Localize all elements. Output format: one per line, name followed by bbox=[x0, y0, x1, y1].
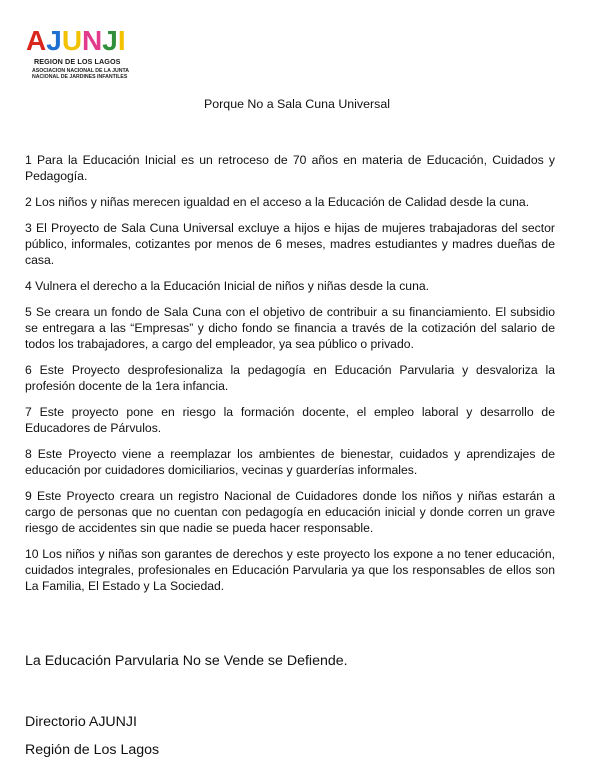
logo-wordmark bbox=[26, 27, 148, 55]
logo-letter: I bbox=[117, 25, 126, 56]
closing-slogan: La Educación Parvularia No se Vende se Defiende. bbox=[25, 653, 348, 669]
signature-line-1: Directorio AJUNJI bbox=[25, 714, 137, 730]
logo-letter: J bbox=[102, 25, 118, 56]
reason-item: 3 El Proyecto de Sala Cuna Universal excluye a hijos e hijas de mujeres trabajadoras del sector público, informales, cotizantes por menos de 6 meses, madres estudiantes y madres dueñas de casa. bbox=[25, 221, 555, 267]
logo-letter: A bbox=[26, 25, 47, 56]
reason-item: 10 Los niños y niñas son garantes de derechos y este proyecto los expone a no tener educación, cuidados integrales, profesionales en Educación Parvularia ya que los responsables de ellos son La Familia, El Estado y La Sociedad. bbox=[25, 547, 555, 593]
reason-item: 2 Los niños y niñas merecen igualdad en el acceso a la Educación de Calidad desde la cuna. bbox=[25, 195, 530, 209]
document-title: Porque No a Sala Cuna Universal bbox=[204, 97, 390, 111]
reason-item: 5 Se creara un fondo de Sala Cuna con el objetivo de contribuir a su financiamiento. El subsidio se entregara a las “Empresas” y dicho fondo se financia a través de la cotización del salario de todos los trabajadores, a cargo del empleador, ya sea público o privado. bbox=[25, 305, 555, 351]
reason-item: 8 Este Proyecto viene a reemplazar los ambientes de bienestar, cuidados y aprendizajes de educación por cuidadores domiciliarios, vecinas y guarderías informales. bbox=[25, 447, 555, 477]
logo-tagline-line2: NACIONAL DE JARDINES INFANTILES bbox=[32, 74, 128, 80]
reason-item: 6 Este Proyecto desprofesionaliza la pedagogía en Educación Parvularia y desvaloriza la profesión docente de la 1era infancia. bbox=[25, 363, 555, 393]
logo-letter: J bbox=[46, 25, 62, 56]
reason-item: 1 Para la Educación Inicial es un retroceso de 70 años en materia de Educación, Cuidados y Pedagogía. bbox=[25, 153, 555, 183]
logo-tagline-line1: ASOCIACION NACIONAL DE LA JUNTA bbox=[32, 68, 130, 74]
logo-letter: U bbox=[61, 25, 83, 56]
reason-item: 9 Este Proyecto creara un registro Nacional de Cuidadores donde los niños y niñas estarán a cargo de personas que no cuentan con pedagogía en educación inicial y donde corren un grave riesgo de accidentes sin que nadie se pueda hacer responsable. bbox=[25, 489, 555, 535]
signature-line-2: Región de Los Lagos bbox=[25, 742, 160, 758]
reason-item: 4 Vulnera el derecho a la Educación Inicial de niños y niñas desde la cuna. bbox=[25, 279, 430, 293]
logo-letter: N bbox=[82, 25, 103, 56]
reasons-list bbox=[25, 152, 555, 594]
ajunji-logo bbox=[26, 27, 148, 89]
logo-region-subtitle: REGION DE LOS LAGOS bbox=[34, 57, 121, 66]
reason-item: 7 Este proyecto pone en riesgo la formación docente, el empleo laboral y desarrollo de Educadores de Párvulos. bbox=[25, 405, 555, 435]
